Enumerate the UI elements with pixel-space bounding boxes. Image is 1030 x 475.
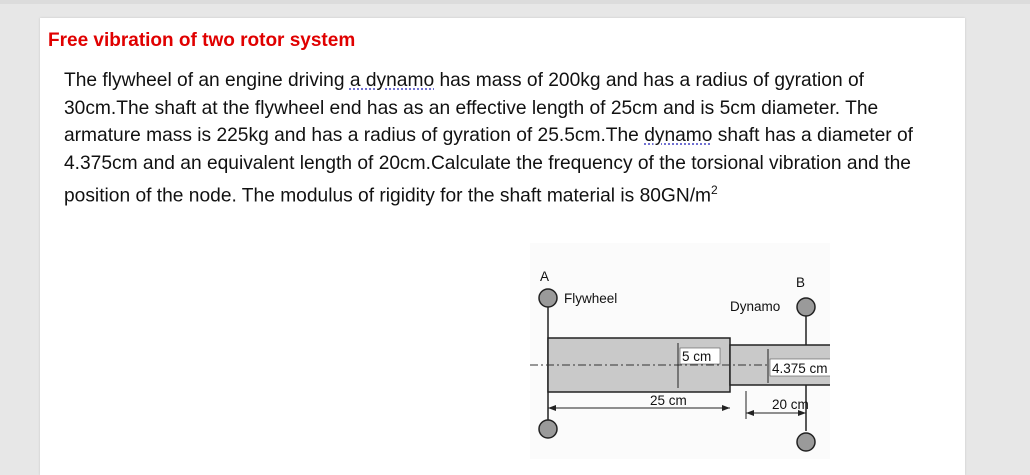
len1-label: 25 cm [650, 393, 687, 408]
paragraph-text-2: has mass of 200kg and has a radius of gyration of 30cm.The shaft at the flywheel end has as an effective length of 25cm and is 5cm diameter. The armature mass is 225kg and has a radius of gyration of 25.5cm.The [64, 70, 879, 146]
flywheel-disc-bottom [539, 420, 557, 438]
superscript-2: 2 [711, 183, 718, 197]
spell-flag-dynamo[interactable]: dynamo [644, 125, 713, 146]
dia2-label: 4.375 cm [772, 361, 828, 376]
page-title: Free vibration of two rotor system [48, 30, 356, 51]
top-ruler-edge [0, 0, 1030, 4]
spell-flag-a-dynamo[interactable]: a dynamo [349, 70, 435, 91]
paragraph-text-3: shaft has a diameter of 4.375cm and an equivalent length of 20cm.Calculate the frequency of the torsional vibration and the position of the node. The modulus of rigidity for the shaft material is 80GN/m [64, 125, 913, 207]
label-b: B [796, 275, 806, 290]
flywheel-disc-top [539, 289, 557, 307]
dia1-label: 5 cm [682, 349, 712, 364]
dynamo-disc-bottom [797, 433, 815, 451]
dynamo-label: Dynamo [730, 299, 781, 314]
label-a: A [540, 269, 550, 284]
len2-label: 20 cm [772, 397, 809, 412]
dynamo-disc-top [797, 298, 815, 316]
flywheel-label: Flywheel [564, 291, 618, 306]
paragraph-text-1: The flywheel of an engine driving [64, 70, 350, 91]
rotor-diagram [530, 243, 830, 459]
problem-paragraph [64, 67, 944, 210]
document-page [40, 18, 965, 475]
